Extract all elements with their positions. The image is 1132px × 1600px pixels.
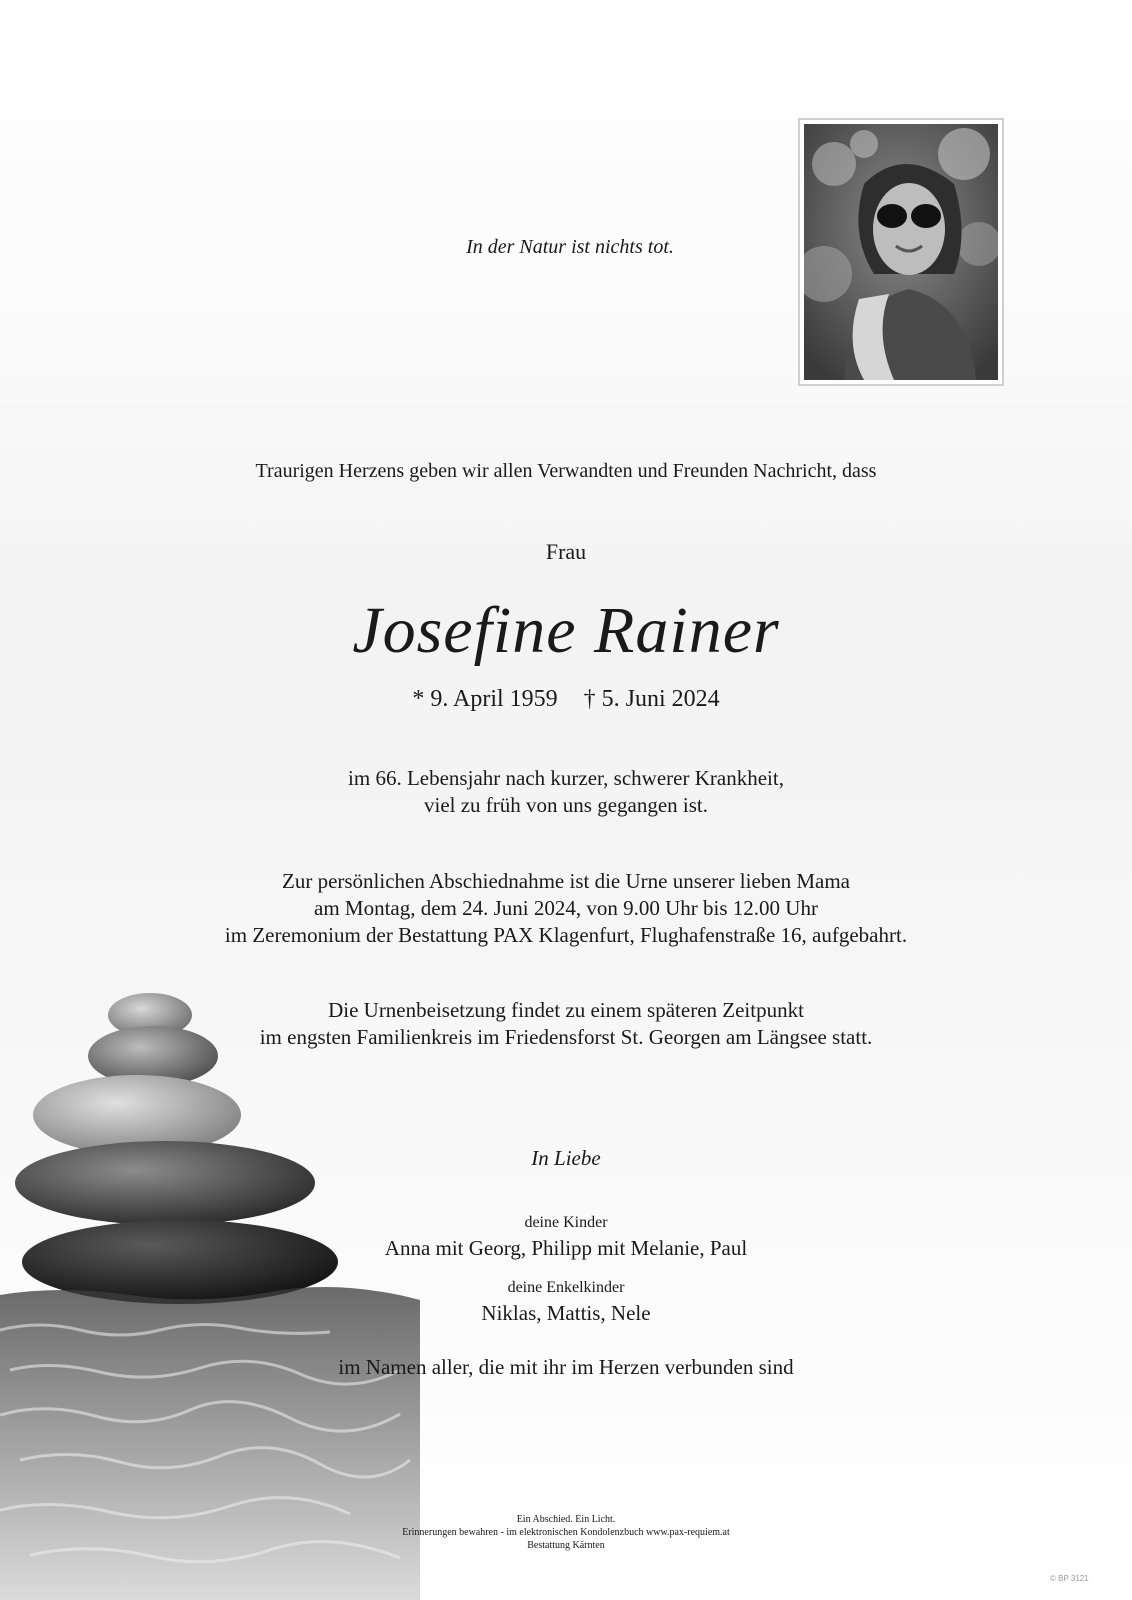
birth-date: * 9. April 1959	[412, 686, 558, 712]
children-label: deine Kinder	[524, 1214, 608, 1231]
water-reflection	[0, 1287, 420, 1600]
intro-text: Traurigen Herzens geben wir allen Verwandten und Freunden Nachricht, dass	[255, 460, 877, 482]
paragraph-illness: im 66. Lebensjahr nach kurzer, schwerer Krankheit, viel zu früh von uns gegangen ist.	[348, 766, 784, 817]
portrait-photo	[798, 118, 1004, 386]
life-dates	[0, 686, 1132, 713]
death-date: † 5. Juni 2024	[583, 686, 720, 712]
portrait-image	[804, 124, 998, 380]
children-names: Anna mit Georg, Philipp mit Melanie, Paul	[384, 1236, 748, 1260]
salutation: Frau	[545, 539, 587, 564]
motto: In der Natur ist nichts tot.	[466, 236, 674, 258]
paragraph-burial: Die Urnenbeisetzung findet zu einem späteren Zeitpunkt im engsten Familienkreis im Friedensforst St. Georgen am Längsee statt.	[259, 998, 873, 1049]
grandchildren-names: Niklas, Mattis, Nele	[481, 1301, 651, 1325]
in-liebe: In Liebe	[531, 1146, 601, 1170]
footer: Ein Abschied. Ein Licht. Erinnerungen bewahren - im elektronischen Kondolenzbuch www.pax-requiem.at Bestattung Kärnten	[402, 1514, 730, 1551]
print-code: © BP 3121	[1050, 1574, 1089, 1583]
paragraph-viewing: Zur persönlichen Abschiednahme ist die Urne unserer lieben Mama am Montag, dem 24. Juni 2024, von 9.00 Uhr bis 12.00 Uhr im Zeremonium der Bestattung PAX Klagenfurt, Flughafenstraße 16, aufgebahrt.	[224, 869, 908, 947]
deceased-name: Josefine Rainer	[352, 594, 780, 667]
closing-line: im Namen aller, die mit ihr im Herzen verbunden sind	[338, 1355, 794, 1379]
grandchildren-label: deine Enkelkinder	[507, 1279, 625, 1296]
